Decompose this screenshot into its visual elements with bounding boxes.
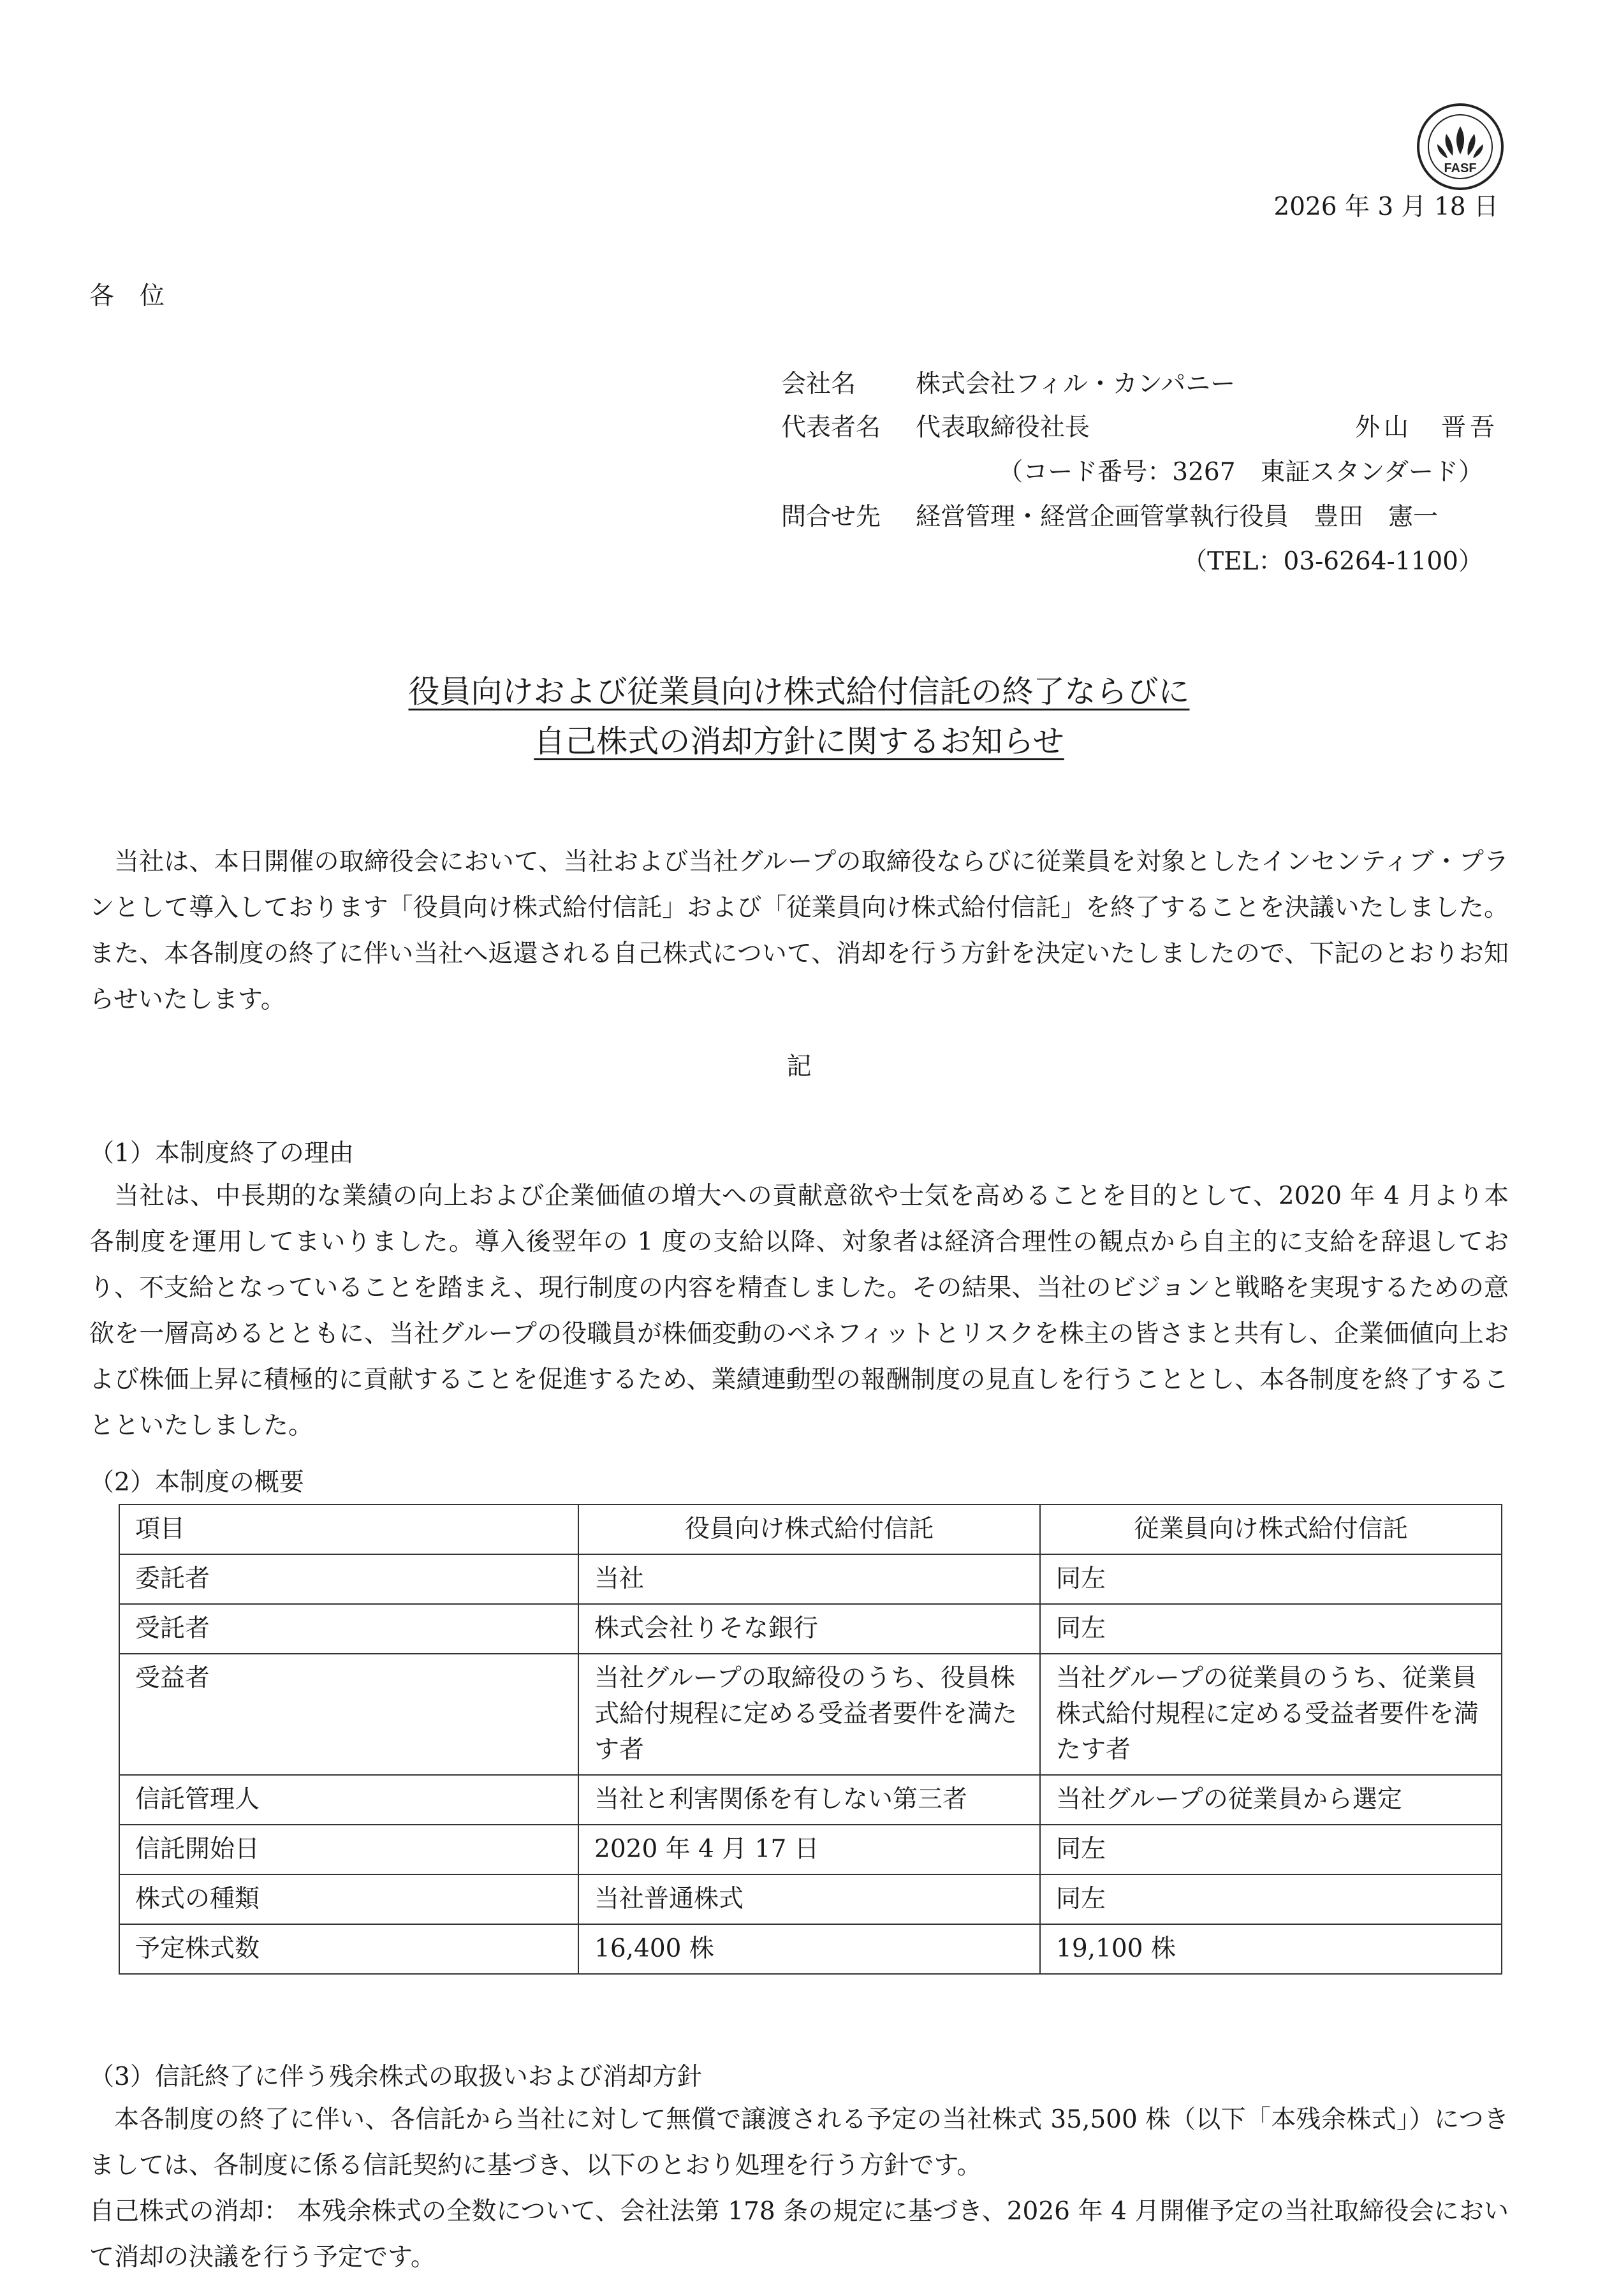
table-row xyxy=(119,1554,1502,1604)
officer-cell: 2020 年 4 月 17 日 xyxy=(578,1825,1040,1874)
officer-cell: 当社 xyxy=(578,1554,1040,1604)
row-label: 予定株式数 xyxy=(119,1924,578,1974)
representative-name: 外山 晋吾 xyxy=(1354,413,1499,442)
ki-marker: 記 xyxy=(786,1052,812,1081)
contact-value: 経営管理・経営企画管掌執行役員 豊田 憲一 xyxy=(916,503,1439,531)
row-label: 受託者 xyxy=(119,1604,578,1654)
header-item: 項目 xyxy=(119,1505,578,1554)
addressee: 各位 xyxy=(89,282,191,311)
officer-cell: 当社グループの取締役のうち、役員株式給付規程に定める受益者要件を満たす者 xyxy=(578,1654,1040,1775)
table-row xyxy=(119,1874,1502,1924)
section3-body: 本各制度の終了に伴い、各信託から当社に対して無償で譲渡される予定の当社株式 35,500 株（以下「本残余株式」）につきましては、各制度に係る信託契約に基づき、以下のとおり処理を行う方針です。 xyxy=(89,2105,1509,2180)
employee-cell: 同左 xyxy=(1040,1554,1502,1604)
svg-text:FASF: FASF xyxy=(1444,161,1477,175)
company-name-value: 株式会社フィル・カンパニー xyxy=(916,370,1236,399)
section3-heading: （3）信託終了に伴う残余株式の取扱いおよび消却方針 xyxy=(89,2063,702,2091)
row-label: 信託開始日 xyxy=(119,1825,578,1874)
table-row xyxy=(119,1775,1502,1825)
fasf-logo xyxy=(1416,102,1505,191)
section1-heading: （1）本制度終了の理由 xyxy=(89,1139,354,1168)
contact-label: 問合せ先 xyxy=(781,503,881,531)
employee-cell: 同左 xyxy=(1040,1825,1502,1874)
header-officer-trust: 役員向け株式給付信託 xyxy=(578,1505,1040,1554)
row-label: 信託管理人 xyxy=(119,1775,578,1825)
table-row xyxy=(119,1825,1502,1874)
officer-cell: 当社普通株式 xyxy=(578,1874,1040,1924)
overview-table xyxy=(119,1504,1502,1975)
officer-cell: 株式会社りそな銀行 xyxy=(578,1604,1040,1654)
section1-body: 当社は、中長期的な業績の向上および企業価値の増大への貢献意欲や士気を高めることを目的として、2020 年 4 月より本各制度を運用してまいりました。導入後翌年の 1 度の支給以降、対象者は経済合理性の観点から自主的に支給を辞退しており、不支給となっていることを踏まえ、現行制度の内容を精査しました。その結果、当社のビジョンと戦略を実現するための意欲を一層高めるとともに、当社グループの役職員が株価変動のベネフィットとリスクを株主の皆さまと共有し、企業価値向上および株価上昇に積極的に貢献することを促進するため、業績連動型の報酬制度の見直しを行うこととし、本各制度を終了することといたしました。 xyxy=(89,1182,1509,1440)
section2-heading: （2）本制度の概要 xyxy=(89,1468,304,1497)
intro-paragraph: 当社は、本日開催の取締役会において、当社および当社グループの取締役ならびに従業員を対象としたインセンティブ・プランとして導入しております「役員向け株式給付信託」および「従業員向け株式給付信託」を終了することを決議いたしました。 また、本各制度の終了に伴い当社へ返還される自己株式について、消却を行う方針を決定いたしましたので、下記のとおりお知らせいたします。 xyxy=(89,848,1509,1014)
officer-cell: 16,400 株 xyxy=(578,1924,1040,1974)
employee-cell: 19,100 株 xyxy=(1040,1924,1502,1974)
table-header-row xyxy=(119,1505,1502,1554)
contact-tel: （TEL：03-6264-1100） xyxy=(1182,547,1483,576)
document-title-line1: 役員向けおよび従業員向け株式給付信託の終了ならびに xyxy=(408,673,1190,710)
table-row xyxy=(119,1654,1502,1775)
employee-cell: 同左 xyxy=(1040,1874,1502,1924)
document-title-line2: 自己株式の消却方針に関するお知らせ xyxy=(534,723,1064,760)
section3-cancellation: 自己株式の消却： 本残余株式の全数について、会社法第 178 条の規定に基づき、2026 年 4 月開催予定の当社取締役会において消却の決議を行う予定です。 xyxy=(89,2197,1509,2272)
representative-title: 代表取締役社長 xyxy=(916,413,1090,442)
row-label: 受益者 xyxy=(119,1654,578,1775)
table-row xyxy=(119,1604,1502,1654)
table-row xyxy=(119,1924,1502,1974)
employee-cell: 当社グループの従業員から選定 xyxy=(1040,1775,1502,1825)
header-employee-trust: 従業員向け株式給付信託 xyxy=(1040,1505,1502,1554)
representative-label: 代表者名 xyxy=(781,413,881,442)
company-name-label: 会社名 xyxy=(781,370,856,399)
stock-code: （コード番号：3267 東証スタンダード） xyxy=(998,458,1483,487)
employee-cell: 同左 xyxy=(1040,1604,1502,1654)
row-label: 株式の種類 xyxy=(119,1874,578,1924)
row-label: 委託者 xyxy=(119,1554,578,1604)
officer-cell: 当社と利害関係を有しない第三者 xyxy=(578,1775,1040,1825)
issue-date: 2026 年 3 月 18 日 xyxy=(1273,193,1499,221)
employee-cell: 当社グループの従業員のうち、従業員株式給付規程に定める受益者要件を満たす者 xyxy=(1040,1654,1502,1775)
